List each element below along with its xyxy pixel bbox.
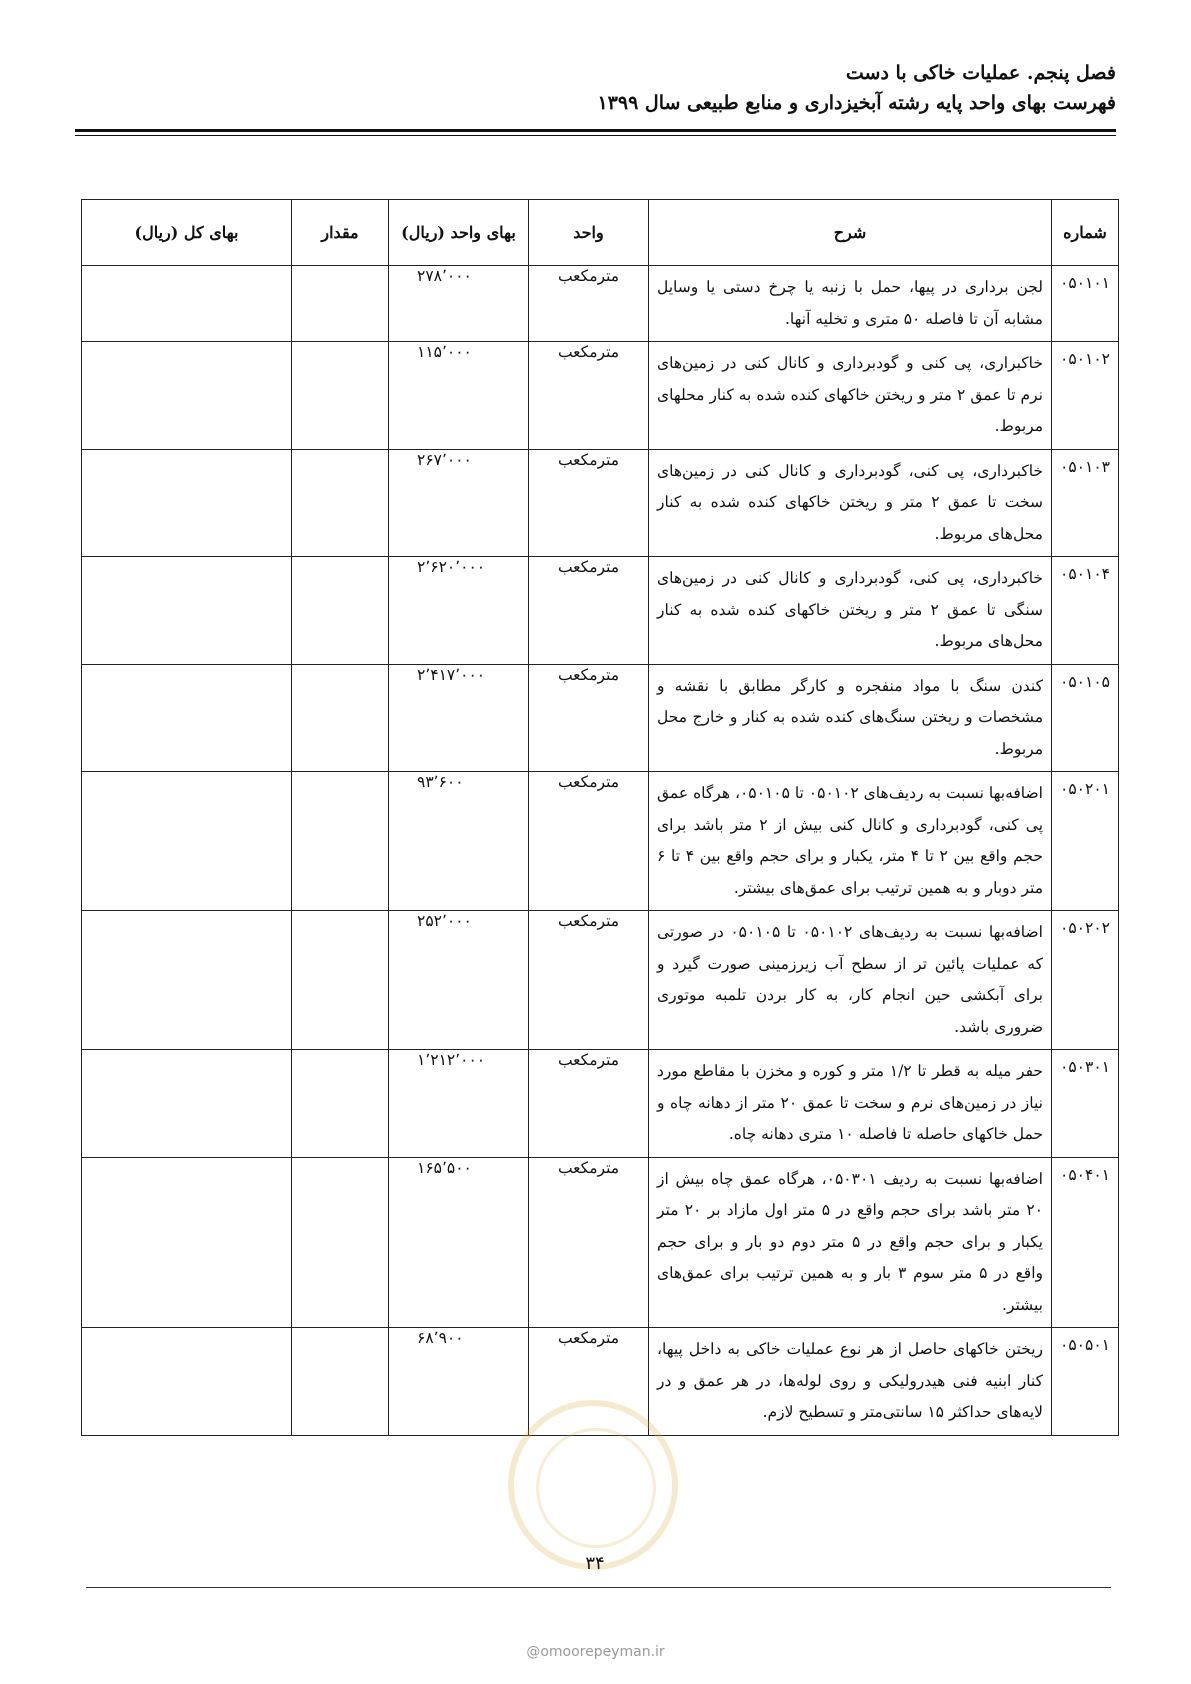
row-quantity: [292, 266, 389, 342]
row-total-price: [82, 449, 292, 557]
row-description: لجن برداری در پیها، حمل با زنبه یا چرخ دستی یا وسایل مشابه آن تا فاصله ۵۰ متری و تخلیه آنها.: [649, 266, 1052, 342]
row-total-price: [82, 557, 292, 665]
row-unit-price: ۲۵۲٬۰۰۰: [389, 911, 529, 1050]
row-code: ۰۵۰۲۰۱: [1052, 772, 1119, 911]
table-row: [82, 449, 1119, 557]
row-total-price: [82, 342, 292, 450]
col-header-unit: واحد: [529, 200, 649, 266]
row-unit: مترمکعب: [529, 664, 649, 772]
row-quantity: [292, 911, 389, 1050]
watermark-seal: [508, 1400, 678, 1570]
row-total-price: [82, 772, 292, 911]
col-header-description: شرح: [649, 200, 1052, 266]
table-row: [82, 1050, 1119, 1158]
row-unit: مترمکعب: [529, 1157, 649, 1328]
row-total-price: [82, 1157, 292, 1328]
row-total-price: [82, 664, 292, 772]
row-description: حفر میله به قطر تا ۱/۲ متر و کوره و مخزن با مقاطع مورد نیاز در زمین‌های نرم و سخت تا عمق ۲۰ متر از دهانه چاه و حمل خاکهای حاصله تا فاصله ۱۰ متری دهانه چاه.: [649, 1050, 1052, 1158]
document-title: فهرست بهای واحد پایه رشته آبخیزداری و منابع طبیعی سال ۱۳۹۹: [597, 92, 1116, 114]
row-quantity: [292, 1050, 389, 1158]
page-number: ۳۴: [585, 1553, 605, 1574]
row-quantity: [292, 1157, 389, 1328]
table-row: [82, 911, 1119, 1050]
header-rule-thin: [75, 135, 1116, 136]
col-header-quantity: مقدار: [292, 200, 389, 266]
header-rule-thick: [75, 129, 1116, 132]
row-description: خاکبرداری، پی کنی، گودبرداری و کانال کنی در زمین‌های سنگی تا عمق ۲ متر و ریختن خاکهای کنده شده به کنار محل‌های مربوط.: [649, 557, 1052, 665]
row-unit-price: ۶۸٬۹۰۰: [389, 1328, 529, 1436]
row-code: ۰۵۰۴۰۱: [1052, 1157, 1119, 1328]
row-unit: مترمکعب: [529, 449, 649, 557]
row-quantity: [292, 664, 389, 772]
price-table: [81, 199, 1119, 1436]
row-quantity: [292, 557, 389, 665]
row-code: ۰۵۰۱۰۲: [1052, 342, 1119, 450]
row-unit: مترمکعب: [529, 557, 649, 665]
row-unit-price: ۲٬۴۱۷٬۰۰۰: [389, 664, 529, 772]
row-description: ریختن خاکهای حاصل از هر نوع عملیات خاکی به داخل پیها، کنار ابنیه فنی هیدرولیکی و روی لوله‌ها، در هر عمق و در لایه‌های حداکثر ۱۵ سانتی‌متر و تسطیح لازم.: [649, 1328, 1052, 1436]
page-header: [597, 58, 1116, 118]
row-code: ۰۵۰۵۰۱: [1052, 1328, 1119, 1436]
row-quantity: [292, 772, 389, 911]
row-code: ۰۵۰۱۰۳: [1052, 449, 1119, 557]
table-header-row: [82, 200, 1119, 266]
table-row: [82, 266, 1119, 342]
row-unit: مترمکعب: [529, 1328, 649, 1436]
col-header-code: شماره: [1052, 200, 1119, 266]
row-total-price: [82, 911, 292, 1050]
row-unit: مترمکعب: [529, 1050, 649, 1158]
row-total-price: [82, 266, 292, 342]
row-quantity: [292, 1328, 389, 1436]
row-code: ۰۵۰۱۰۴: [1052, 557, 1119, 665]
row-unit-price: ۲٬۶۲۰٬۰۰۰: [389, 557, 529, 665]
row-description: اضافه‌بها نسبت به ردیف‌های ۰۵۰۱۰۲ تا ۰۵۰۱۰۵، هرگاه عمق پی کنی، گودبرداری و کانال کنی بیش از ۲ متر باشد برای حجم واقع بین ۲ تا ۴ متر، یکبار و برای حجم واقع بین ۴ تا ۶ متر دوبار و به همین ترتیب برای عمق‌های بیشتر.: [649, 772, 1052, 911]
row-code: ۰۵۰۱۰۱: [1052, 266, 1119, 342]
row-unit: مترمکعب: [529, 342, 649, 450]
row-total-price: [82, 1050, 292, 1158]
row-unit: مترمکعب: [529, 772, 649, 911]
row-description: خاکبراری، پی کنی و گودبرداری و کانال کنی در زمین‌های نرم تا عمق ۲ متر و ریختن خاکهای کنده شده به کنار محلهای مربوط.: [649, 342, 1052, 450]
footer-rule: [86, 1587, 1111, 1588]
row-quantity: [292, 342, 389, 450]
row-total-price: [82, 1328, 292, 1436]
row-description: اضافه‌بها نسبت به ردیف‌های ۰۵۰۱۰۲ تا ۰۵۰۱۰۵ در صورتی که عملیات پائین تر از سطح آب زیرزمینی صورت گیرد و برای آبکشی حین انجام کار، به کار بردن تلمبه موتوری ضروری باشد.: [649, 911, 1052, 1050]
row-description: خاکبرداری، پی کنی، گودبرداری و کانال کنی در زمین‌های سخت تا عمق ۲ متر و ریختن خاکهای کنده شده به کنار محل‌های مربوط.: [649, 449, 1052, 557]
watermark-seal-inner: [536, 1428, 656, 1548]
row-unit-price: ۱٬۲۱۲٬۰۰۰: [389, 1050, 529, 1158]
row-code: ۰۵۰۲۰۲: [1052, 911, 1119, 1050]
table-row: [82, 557, 1119, 665]
table-row: [82, 664, 1119, 772]
row-code: ۰۵۰۱۰۵: [1052, 664, 1119, 772]
col-header-unit-price: بهای واحد (ریال): [389, 200, 529, 266]
row-unit-price: ۲۷۸٬۰۰۰: [389, 266, 529, 342]
row-unit-price: ۹۳٬۶۰۰: [389, 772, 529, 911]
row-unit-price: ۲۶۷٬۰۰۰: [389, 449, 529, 557]
row-quantity: [292, 449, 389, 557]
table-row: [82, 772, 1119, 911]
table-row: [82, 1157, 1119, 1328]
row-description: کندن سنگ با مواد منفجره و کارگر مطابق با نقشه و مشخصات و ریختن سنگ‌های کنده شده به کنار و خارج محل مربوط.: [649, 664, 1052, 772]
row-unit-price: ۱۶۵٬۵۰۰: [389, 1157, 529, 1328]
chapter-title: فصل پنجم. عملیات خاکی با دست: [845, 62, 1116, 84]
col-header-total-price: بهای کل (ریال): [82, 200, 292, 266]
row-code: ۰۵۰۳۰۱: [1052, 1050, 1119, 1158]
row-unit-price: ۱۱۵٬۰۰۰: [389, 342, 529, 450]
table-row: [82, 342, 1119, 450]
row-unit: مترمکعب: [529, 266, 649, 342]
site-watermark-text: @omoorepeyman.ir: [526, 1644, 665, 1660]
row-description: اضافه‌بها نسبت به ردیف ۰۵۰۳۰۱، هرگاه عمق چاه بیش از ۲۰ متر باشد برای حجم واقع در ۵ متر اول مازاد بر ۲۰ متر یکبار و برای حجم واقع در ۵ متر دوم دو بار و برای حجم واقع در ۵ متر سوم ۳ بار و به همین ترتیب برای عمق‌های بیشتر.: [649, 1157, 1052, 1328]
row-unit: مترمکعب: [529, 911, 649, 1050]
